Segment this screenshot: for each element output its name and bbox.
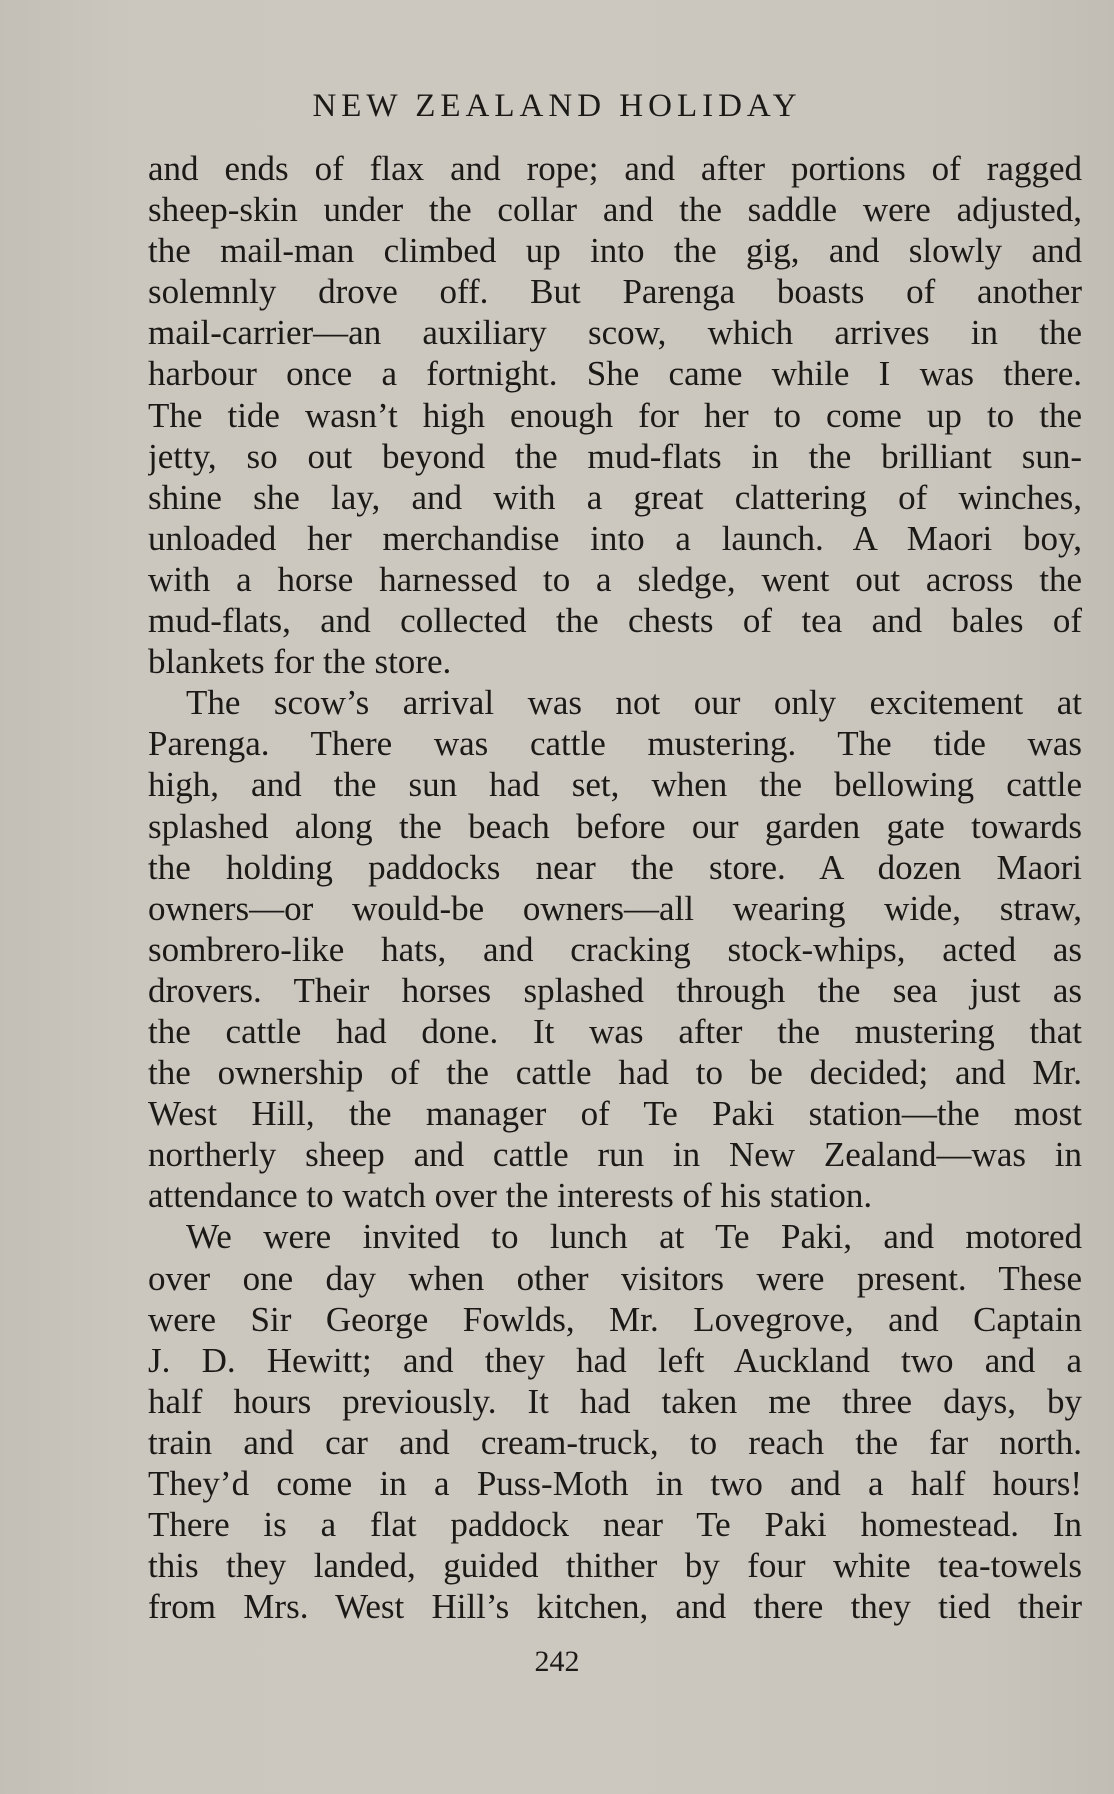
text-line: sombrero-like hats, and cracking stock-whips, acted as: [148, 929, 1082, 969]
text-line: high, and the sun had set, when the bellowing cattle: [148, 765, 1082, 805]
text-line: blankets for the store.: [148, 642, 452, 682]
text-line: mud-flats, and collected the chests of tea and bales of: [148, 601, 1082, 641]
text-line: harbour once a fortnight. She came while I was there.: [148, 354, 1082, 394]
text-line: attendance to watch over the interests of his station.: [148, 1176, 873, 1216]
text-line: splashed along the beach before our garden gate towards: [148, 806, 1082, 846]
body-text: [148, 148, 1082, 1627]
text-line: sheep-skin under the collar and the saddle were adjusted,: [148, 190, 1082, 230]
text-line: There is a flat paddock near Te Paki homestead. In: [148, 1505, 1082, 1545]
text-line: unloaded her merchandise into a launch. A Maori boy,: [148, 518, 1082, 558]
text-line: the mail-man climbed up into the gig, and slowly and: [148, 231, 1082, 271]
text-line: drovers. Their horses splashed through the sea just as: [148, 970, 1082, 1010]
text-line: over one day when other visitors were present. These: [148, 1258, 1082, 1298]
text-line: mail-carrier—an auxiliary scow, which arrives in the: [148, 313, 1082, 353]
text-line: this they landed, guided thither by four white tea-towels: [148, 1546, 1082, 1586]
text-line: and ends of flax and rope; and after portions of ragged: [148, 149, 1082, 188]
text-line: from Mrs. West Hill’s kitchen, and there they tied their: [148, 1587, 1082, 1627]
text-line: with a horse harnessed to a sledge, went out across the: [148, 559, 1082, 599]
text-line: J. D. Hewitt; and they had left Auckland two and a: [148, 1340, 1082, 1380]
text-line: West Hill, the manager of Te Paki station—the most: [148, 1094, 1082, 1134]
text-line: Parenga. There was cattle mustering. The tide was: [148, 724, 1082, 764]
text-line: half hours previously. It had taken me three days, by: [148, 1381, 1082, 1421]
text-line: northerly sheep and cattle run in New Zealand—was in: [148, 1135, 1082, 1175]
text-line: train and car and cream-truck, to reach the far north.: [148, 1422, 1082, 1462]
text-line: the holding paddocks near the store. A dozen Maori: [148, 847, 1082, 887]
text-line: The scow’s arrival was not our only excitement at: [186, 683, 1082, 723]
text-line: The tide wasn’t high enough for her to come up to the: [148, 395, 1082, 435]
text-line: the ownership of the cattle had to be decided; and Mr.: [148, 1053, 1082, 1093]
text-line: shine she lay, and with a great clattering of winches,: [148, 477, 1082, 517]
text-line: jetty, so out beyond the mud-flats in the brilliant sun-: [148, 436, 1082, 476]
running-head: NEW ZEALAND HOLIDAY: [312, 88, 802, 124]
text-line: solemnly drove off. But Parenga boasts of another: [148, 272, 1082, 312]
text-line: were Sir George Fowlds, Mr. Lovegrove, and Captain: [148, 1299, 1082, 1339]
text-line: We were invited to lunch at Te Paki, and motored: [186, 1217, 1082, 1257]
text-line: owners—or would-be owners—all wearing wide, straw,: [148, 888, 1082, 928]
text-line: the cattle had done. It was after the mustering that: [148, 1011, 1082, 1051]
page-number: 242: [534, 1645, 580, 1678]
text-line: They’d come in a Puss-Moth in two and a half hours!: [148, 1464, 1082, 1503]
